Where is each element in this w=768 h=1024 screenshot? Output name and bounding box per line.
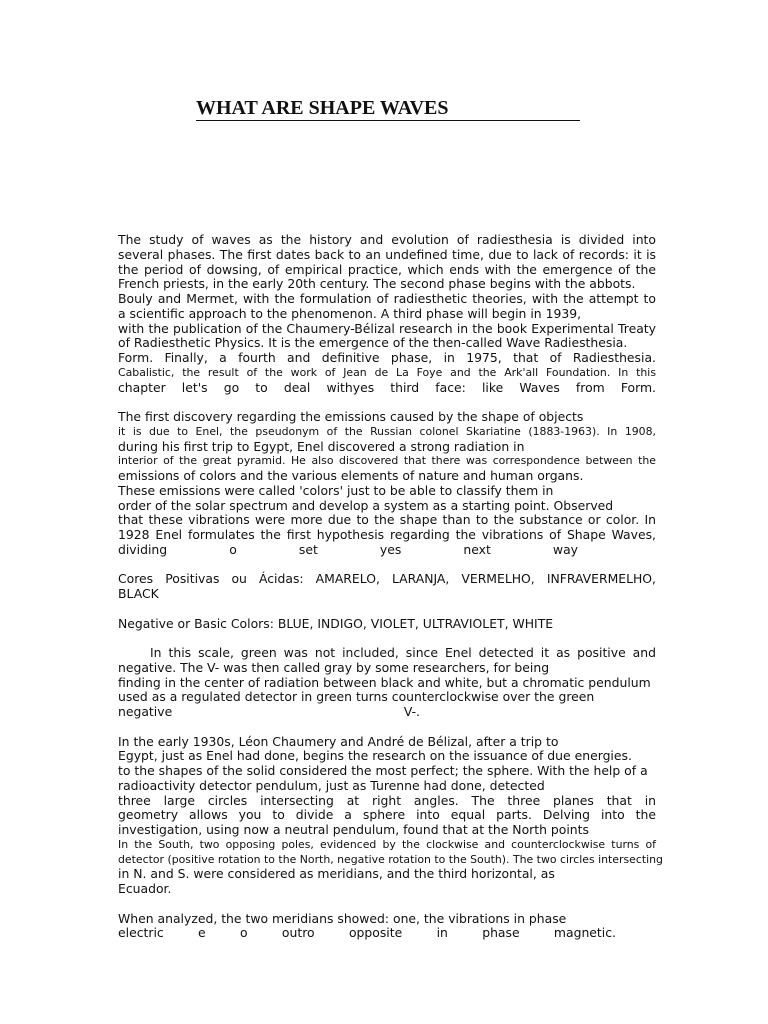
text-line: The first discovery regarding the emissions caused by the shape of objects <box>118 409 584 424</box>
text-line: order of the solar spectrum and develop a system as a starting point. Observed <box>118 497 614 513</box>
text-line: Bouly and Mermet, with the formulation of radiesthetic theories, with the attempt to <box>118 291 656 306</box>
text-line: dividing o set yes next way <box>118 541 578 557</box>
paragraph-gap <box>118 602 656 617</box>
text-line: Cores Positivas ou Ácidas: AMARELO, LARANJA, VERMELHO, INFRAVERMELHO, <box>118 571 656 587</box>
text-line: to the shapes of the solid considered the most perfect; the sphere. With the help of a <box>118 763 648 778</box>
paragraph-gap <box>118 558 656 573</box>
text-line: finding in the center of radiation between black and white, but a chromatic pendulum <box>118 674 651 690</box>
text-line: investigation, using now a neutral pendulum, found that at the North points <box>118 822 589 837</box>
text-line: Egypt, just as Enel had done, begins the research on the issuance of due energies. <box>118 748 632 764</box>
text-line: electric e o outro opposite in phase magnetic. <box>118 925 616 941</box>
paragraph-gap <box>118 395 656 410</box>
text-line: radioactivity detector pendulum, just as Turenne had done, detected <box>118 777 545 793</box>
text-line: Form. Finally, a fourth and definitive phase, in 1975, that of Radiesthesia. <box>118 350 656 365</box>
text-line: with the publication of the Chaumery-Bélizal research in the book Experimental Treaty <box>118 320 656 336</box>
text-line: Cabalistic, the result of the work of Jean de La Foye and the Ark'all Foundation. In this <box>118 365 656 379</box>
text-line: BLACK <box>118 586 159 601</box>
text-line: three large circles intersecting at right angles. The three planes that in <box>118 792 656 808</box>
document-body <box>118 232 663 941</box>
text-line: Ecuador. <box>118 881 172 896</box>
paragraph-gap <box>118 897 656 912</box>
text-line: In this scale, green was not included, since Enel detected it as positive and <box>150 645 656 660</box>
text-line: negative. The V- was then called gray by some researchers, for being <box>118 659 550 675</box>
text-line: that these vibrations were more due to the shape than to the substance or color. In <box>118 512 656 528</box>
text-line: detector (positive rotation to the North, negative rotation to the South). The two circles intersecting <box>118 852 663 866</box>
text-line: emissions of colors and the various elements of nature and human organs. <box>118 468 584 483</box>
text-line: a scientific approach to the phenomenon. A third phase will begin in 1939, <box>118 305 582 321</box>
text-line: used as a regulated detector in green turns counterclockwise over the green <box>118 689 595 705</box>
text-line: French priests, in the early 20th century. The second phase begins with the abbots. <box>118 276 636 292</box>
text-line: in N. and S. were considered as meridians, and the third horizontal, as <box>118 866 555 882</box>
text-line: during his first trip to Egypt, Enel discovered a strong radiation in <box>118 438 525 454</box>
text-line: Negative or Basic Colors: BLUE, INDIGO, VIOLET, ULTRAVIOLET, WHITE <box>118 615 554 631</box>
text-line: several phases. The first dates back to an undefined time, due to lack of records: it is <box>118 246 656 262</box>
text-line: These emissions were called 'colors' just to be able to classify them in <box>118 482 554 498</box>
text-line: of Radiesthetic Physics. It is the emergence of the then-called Wave Radiesthesia. <box>118 335 628 351</box>
text-line: geometry allows you to divide a sphere into equal parts. Delving into the <box>118 807 656 823</box>
text-line: In the South, two opposing poles, evidenced by the clockwise and counterclockwise turns of <box>118 837 656 851</box>
text-line: When analyzed, the two meridians showed: one, the vibrations in phase <box>118 910 567 926</box>
text-line: 1928 Enel formulates the first hypothesis regarding the vibrations of Shape Waves, <box>118 527 656 542</box>
text-line: it is due to Enel, the pseudonym of the Russian colonel Skariatine (1883-1963). In 1908, <box>118 424 656 438</box>
text-line: The study of waves as the history and evolution of radiesthesia is divided into <box>118 232 656 247</box>
paragraph-gap <box>118 720 656 735</box>
paragraph-gap <box>118 631 656 646</box>
text-line: chapter let's go to deal withyes third face: like Waves from Form. <box>118 379 656 395</box>
text-line: interior of the great pyramid. He also discovered that there was correspondence between the <box>118 454 656 468</box>
text-line: the period of dowsing, of empirical practice, which ends with the emergence of the <box>118 261 656 277</box>
text-line: negative V-. <box>118 704 420 719</box>
text-line: In the early 1930s, Léon Chaumery and André de Bélizal, after a trip to <box>118 733 559 749</box>
page-title: WHAT ARE SHAPE WAVES <box>196 96 580 121</box>
